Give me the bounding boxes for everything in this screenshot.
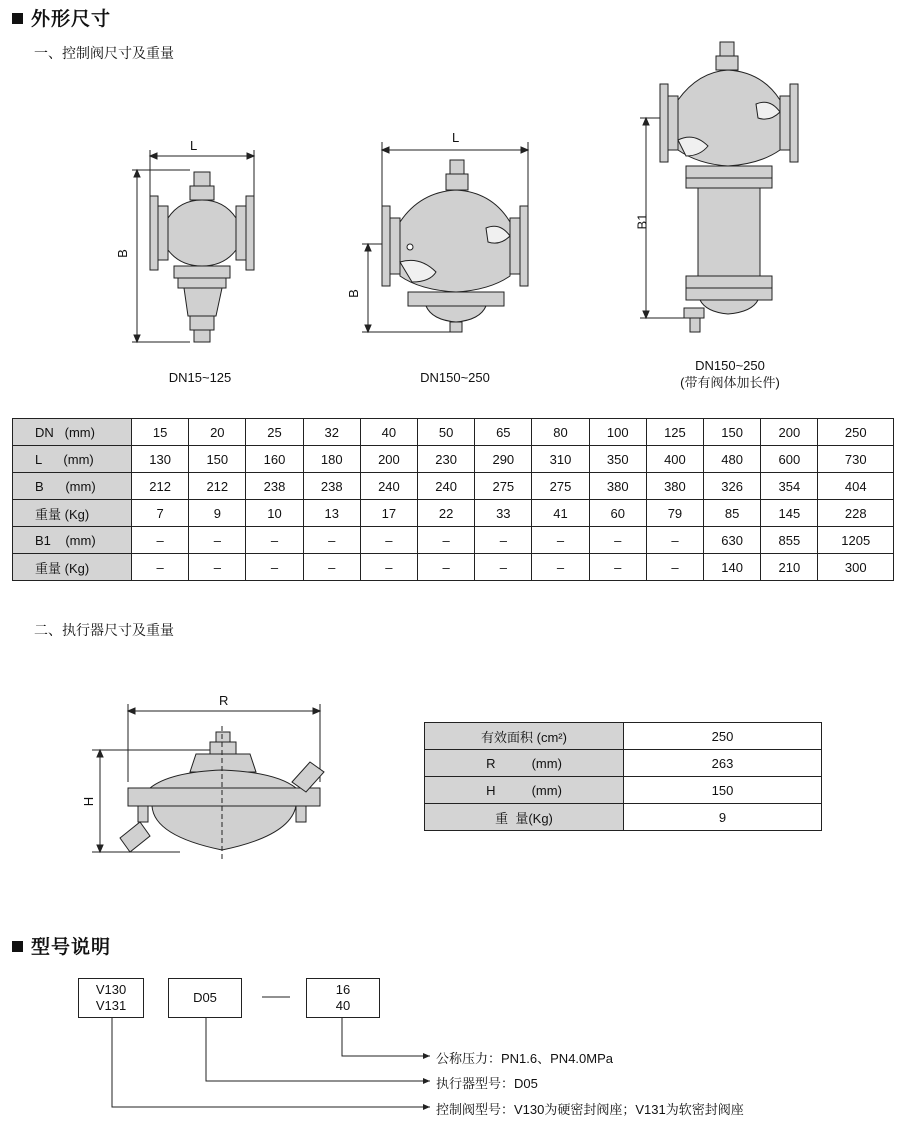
- spec-cell: –: [646, 527, 703, 554]
- spec-cell: –: [418, 554, 475, 581]
- actuator-row-label: 重 量(Kg): [425, 804, 624, 831]
- dim-label-b1: B1: [634, 213, 650, 230]
- spec-cell: –: [246, 554, 303, 581]
- spec-cell: –: [303, 527, 360, 554]
- spec-cell: 400: [646, 446, 703, 473]
- spec-cell: 210: [761, 554, 818, 581]
- spec-cell: 240: [418, 473, 475, 500]
- spec-cell: 238: [303, 473, 360, 500]
- spec-cell: 240: [360, 473, 417, 500]
- spec-cell: 326: [704, 473, 761, 500]
- spec-cell: 7: [132, 500, 189, 527]
- spec-cell: 25: [246, 419, 303, 446]
- spec-row-label: DN (mm): [13, 419, 132, 446]
- spec-row-label: 重量 (Kg): [13, 554, 132, 581]
- spec-cell: 17: [360, 500, 417, 527]
- spec-row-label: B1 (mm): [13, 527, 132, 554]
- spec-cell: 250: [818, 419, 894, 446]
- actuator-code: D05: [193, 990, 217, 1005]
- spec-cell: 275: [532, 473, 589, 500]
- spec-cell: 730: [818, 446, 894, 473]
- spec-cell: 40: [360, 419, 417, 446]
- spec-cell: –: [246, 527, 303, 554]
- valve-code-v130: V130: [95, 982, 127, 997]
- spec-cell: 275: [475, 473, 532, 500]
- spec-cell: 10: [246, 500, 303, 527]
- spec-cell: –: [475, 527, 532, 554]
- spec-cell: 300: [818, 554, 894, 581]
- caption-line-dn: DN150~250: [695, 358, 765, 373]
- spec-cell: –: [589, 554, 646, 581]
- spec-cell: 354: [761, 473, 818, 500]
- spec-cell: 33: [475, 500, 532, 527]
- spec-cell: 310: [532, 446, 589, 473]
- spec-cell: 350: [589, 446, 646, 473]
- dim-label-l-1: L: [190, 138, 198, 153]
- spec-cell: –: [132, 554, 189, 581]
- spec-cell: 228: [818, 500, 894, 527]
- spec-row-label: B (mm): [13, 473, 132, 500]
- spec-cell: 145: [761, 500, 818, 527]
- spec-cell: 200: [761, 419, 818, 446]
- spec-cell: –: [475, 554, 532, 581]
- figure-caption-dn15: DN15~125: [168, 370, 232, 385]
- spec-cell: 130: [132, 446, 189, 473]
- model-expl-pressure: 公称压力：PN1.6、PN4.0MPa: [436, 1051, 613, 1066]
- spec-cell: 380: [646, 473, 703, 500]
- pressure-code-40: 40: [335, 998, 351, 1013]
- section-title-model: 型号说明: [12, 932, 111, 959]
- spec-cell: 50: [418, 419, 475, 446]
- spec-cell: 200: [360, 446, 417, 473]
- spec-cell: 380: [589, 473, 646, 500]
- spec-cell: 13: [303, 500, 360, 527]
- spec-cell: 600: [761, 446, 818, 473]
- actuator-row-value: 250: [624, 723, 822, 750]
- spec-cell: 9: [189, 500, 246, 527]
- spec-cell: 290: [475, 446, 532, 473]
- spec-cell: 160: [246, 446, 303, 473]
- dim-label-l-2: L: [452, 130, 460, 145]
- spec-cell: 41: [532, 500, 589, 527]
- spec-cell: –: [132, 527, 189, 554]
- spec-cell: –: [189, 527, 246, 554]
- actuator-row-label: R (mm): [425, 750, 624, 777]
- section-title-dimensions: 外形尺寸: [12, 4, 111, 31]
- actuator-row-value: 263: [624, 750, 822, 777]
- spec-cell: 238: [246, 473, 303, 500]
- spec-cell: 20: [189, 419, 246, 446]
- model-expl-actuator: 执行器型号：D05: [436, 1076, 538, 1091]
- spec-cell: 15: [132, 419, 189, 446]
- spec-cell: 65: [475, 419, 532, 446]
- spec-cell: 80: [532, 419, 589, 446]
- spec-cell: 230: [418, 446, 475, 473]
- spec-cell: 855: [761, 527, 818, 554]
- spec-cell: 180: [303, 446, 360, 473]
- spec-row-label: L (mm): [13, 446, 132, 473]
- spec-cell: 79: [646, 500, 703, 527]
- pressure-code-16: 16: [335, 982, 351, 997]
- spec-cell: 150: [704, 419, 761, 446]
- actuator-row-label: 有效面积 (cm²): [425, 723, 624, 750]
- spec-cell: –: [532, 527, 589, 554]
- valve-code-v131: V131: [95, 998, 127, 1013]
- spec-cell: 32: [303, 419, 360, 446]
- spec-cell: –: [360, 527, 417, 554]
- spec-cell: 60: [589, 500, 646, 527]
- subsection-title-actuator: 二、执行器尺寸及重量: [34, 622, 174, 638]
- dim-label-r: R: [219, 693, 229, 708]
- actuator-row-value: 150: [624, 777, 822, 804]
- spec-cell: –: [646, 554, 703, 581]
- spec-cell: 140: [704, 554, 761, 581]
- spec-cell: 404: [818, 473, 894, 500]
- spec-cell: –: [189, 554, 246, 581]
- spec-cell: 212: [189, 473, 246, 500]
- spec-cell: 125: [646, 419, 703, 446]
- spec-cell: 100: [589, 419, 646, 446]
- spec-cell: 85: [704, 500, 761, 527]
- dim-label-h: H: [81, 796, 97, 807]
- spec-cell: 22: [418, 500, 475, 527]
- spec-cell: –: [589, 527, 646, 554]
- spec-cell: 150: [189, 446, 246, 473]
- actuator-row-label: H (mm): [425, 777, 624, 804]
- spec-cell: 630: [704, 527, 761, 554]
- dim-label-b-1: B: [114, 249, 130, 258]
- model-expl-valve: 控制阀型号：V130为硬密封阀座；V131为软密封阀座: [436, 1102, 744, 1117]
- caption-line-extension: (带有阀体加长件): [680, 375, 780, 390]
- spec-cell: –: [532, 554, 589, 581]
- spec-row-label: 重量 (Kg): [13, 500, 132, 527]
- spec-cell: 1205: [818, 527, 894, 554]
- spec-cell: –: [418, 527, 475, 554]
- spec-cell: 480: [704, 446, 761, 473]
- actuator-row-value: 9: [624, 804, 822, 831]
- subsection-title-valve: 一、控制阀尺寸及重量: [34, 45, 174, 61]
- spec-cell: 212: [132, 473, 189, 500]
- dim-label-b-2: B: [345, 289, 361, 298]
- figure-caption-dn150: DN150~250: [420, 370, 490, 385]
- spec-cell: –: [360, 554, 417, 581]
- spec-cell: –: [303, 554, 360, 581]
